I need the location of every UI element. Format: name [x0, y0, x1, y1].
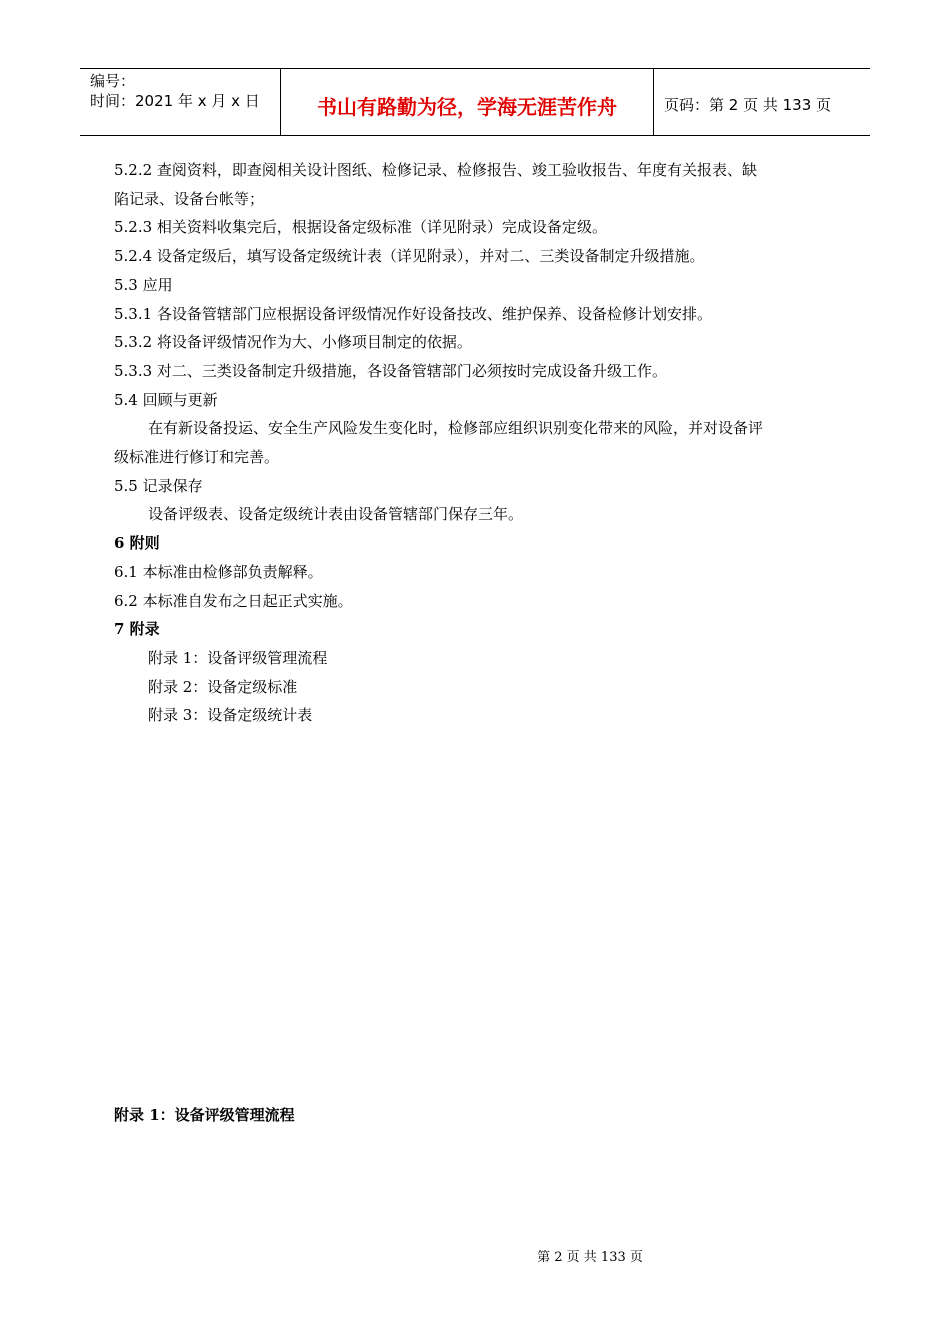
paragraph-5-5: 设备评级表、设备定级统计表由设备管辖部门保存三年。	[148, 505, 524, 524]
paragraph-5-4-line2: 级标准进行修订和完善。	[114, 448, 280, 467]
document-header	[80, 68, 870, 136]
header-meta	[80, 69, 281, 135]
document-date: 时间：2021 年 x 月 x 日	[90, 92, 260, 110]
section-5-4-heading: 5.4 回顾与更新	[114, 390, 218, 409]
paragraph-5-2-3: 5.2.3 相关资料收集完后，根据设备定级标准（详见附录）完成设备定级。	[114, 218, 607, 237]
paragraph-5-3-3: 5.3.3 对二、三类设备制定升级措施，各设备管辖部门必须按时完成设备升级工作。	[114, 361, 667, 380]
appendix-1-title: 附录 1：设备评级管理流程	[114, 1106, 295, 1124]
paragraph-5-3-2: 5.3.2 将设备评级情况作为大、小修项目制定的依据。	[114, 333, 472, 352]
section-5-3-heading: 5.3 应用	[114, 275, 173, 294]
section-5-5-heading: 5.5 记录保存	[114, 476, 203, 495]
header-motto: 书山有路勤为径，学海无涯苦作舟	[281, 69, 654, 135]
document-number: 编号：	[90, 72, 136, 90]
paragraph-5-3-1: 5.3.1 各设备管辖部门应根据设备评级情况作好设备技改、维护保养、设备检修计划安排。	[114, 304, 712, 323]
section-6-heading: 6 附则	[114, 534, 160, 553]
paragraph-6-2: 6.2 本标准自发布之日起正式实施。	[114, 591, 353, 610]
section-7-heading: 7 附录	[114, 620, 160, 639]
paragraph-5-4-line1: 在有新设备投运、安全生产风险发生变化时，检修部应组织识别变化带来的风险，并对设备评	[148, 419, 764, 438]
page-footer: 第 2 页 共 133 页	[537, 1250, 643, 1265]
appendix-item-3: 附录 3：设备定级统计表	[148, 706, 313, 725]
paragraph-6-1: 6.1 本标准由检修部负责解释。	[114, 562, 323, 581]
appendix-item-2: 附录 2：设备定级标准	[148, 677, 298, 696]
header-page-info: 页码：第 2 页 共 133 页	[664, 95, 832, 114]
appendix-item-1: 附录 1：设备评级管理流程	[148, 648, 328, 667]
document-body	[114, 156, 838, 730]
paragraph-5-2-2-line2: 陷记录、设备台帐等；	[114, 189, 265, 208]
paragraph-5-2-4: 5.2.4 设备定级后，填写设备定级统计表（详见附录），并对二、三类设备制定升级措施。	[114, 247, 705, 266]
paragraph-5-2-2-line1: 5.2.2 查阅资料，即查阅相关设计图纸、检修记录、检修报告、竣工验收报告、年度有关报表、缺	[114, 161, 757, 179]
